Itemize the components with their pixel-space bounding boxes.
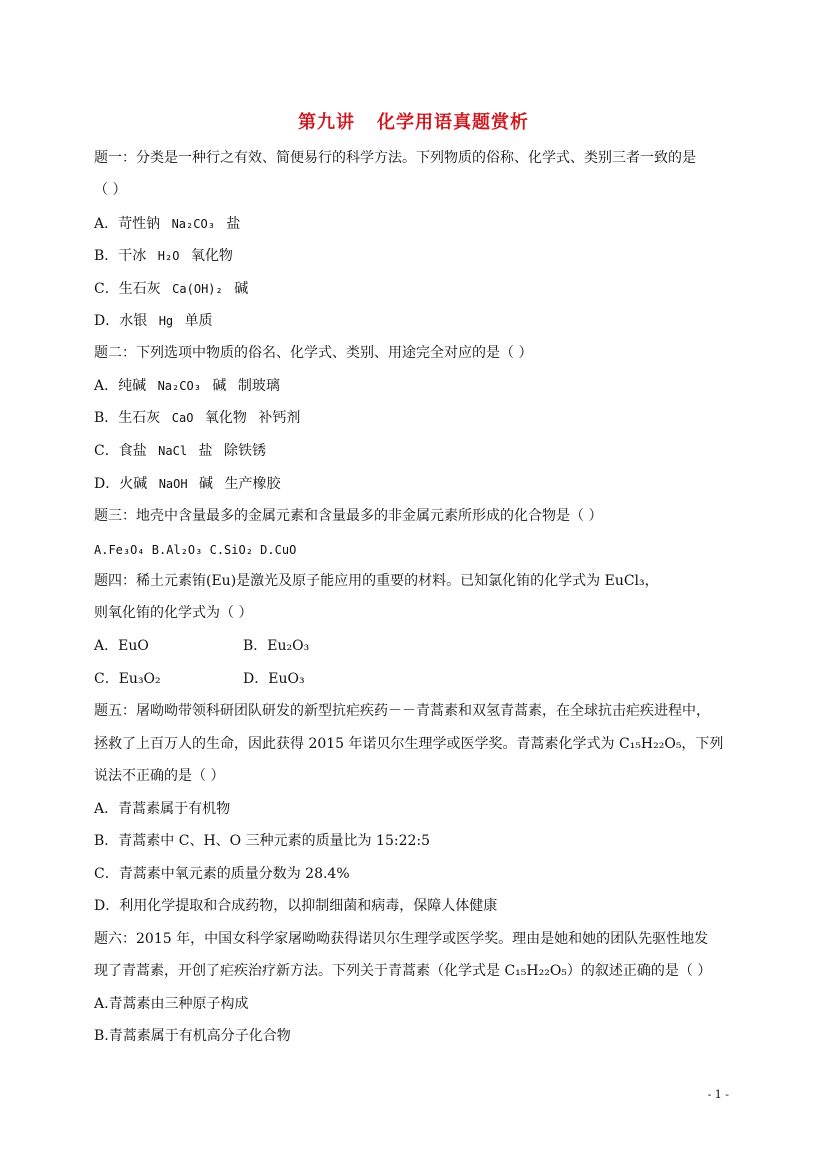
q2-stem: 题二：下列选项中物质的俗名、化学式、类别、用途完全对应的是（ ） [94, 345, 533, 361]
q6-stem-line2: 现了青蒿素，开创了疟疾治疗新方法。下列关于青蒿素（化学式是 C₁₅H₂₂O₅）的叙述正确的是（ ） [94, 963, 712, 979]
q5-stem-line3: 说法不正确的是（ ） [94, 768, 225, 784]
q1-option-d: D．水银 Hg 单质 [94, 313, 213, 329]
q5-option-b: B．青蒿素中 C、H、O 三种元素的质量比为 15:22:5 [94, 833, 431, 849]
q6-option-b: B.青蒿素属于有机高分子化合物 [94, 1028, 291, 1044]
q2-option-d: D．火碱 NaOH 碱 生产橡胶 [94, 476, 281, 492]
q4-option-b: B．Eu₂O₃ [243, 638, 310, 654]
q5-option-d: D．利用化学提取和合成药物，以抑制细菌和病毒，保障人体健康 [94, 898, 498, 914]
q4-stem-continued: 则氧化铕的化学式为（ ） [94, 605, 253, 621]
q6-option-a: A.青蒿素由三种原子构成 [94, 996, 249, 1012]
q4-stem: 题四：稀土元素铕(Eu)是激光及原子能应用的重要的材料。已知氯化铕的化学式为 EuCl₃， [94, 573, 659, 589]
q4-option-c: C．Eu₃O₂ [94, 671, 161, 687]
q5-stem-line1: 题五：屠呦呦带领科研团队研发的新型抗疟疾药－－青蒿素和双氢青蒿素，在全球抗击疟疾进程中， [94, 703, 710, 719]
q4-option-a: A．EuO [94, 638, 149, 654]
q1-option-c: C．生石灰 Ca(OH)₂ 碱 [94, 281, 249, 297]
q3-stem: 题三：地壳中含量最多的金属元素和含量最多的非金属元素所形成的化合物是（ ） [94, 508, 603, 524]
q2-option-a: A．纯碱 Na₂CO₃ 碱 制玻璃 [94, 378, 280, 394]
q1-option-a: A．苛性钠 Na₂CO₃ 盐 [94, 216, 241, 232]
q2-option-c: C．食盐 NaCl 盐 除铁锈 [94, 443, 266, 459]
q2-option-b: B．生石灰 CaO 氧化物 补钙剂 [94, 410, 301, 426]
q1-paren: （ ） [94, 182, 127, 198]
q4-option-d: D．EuO₃ [243, 671, 305, 687]
page-title: 第九讲 化学用语真题赏析 [298, 112, 529, 133]
q6-stem-line1: 题六：2015 年，中国女科学家屠呦呦获得诺贝尔生理学或医学奖。理由是她和她的团队先驱性地发 [94, 931, 709, 947]
q5-option-c: C．青蒿素中氧元素的质量分数为 28.4% [94, 866, 350, 882]
q3-options: A.Fe₃O₄ B.Al₂O₃ C.SiO₂ D.CuO [94, 543, 297, 557]
q5-option-a: A．青蒿素属于有机物 [94, 801, 231, 817]
q1-option-b: B．干冰 H₂O 氧化物 [94, 248, 233, 264]
page-number: - 1 - [707, 1088, 729, 1101]
q5-stem-line2: 拯救了上百万人的生命，因此获得 2015 年诺贝尔生理学或医学奖。青蒿素化学式为 C₁₅H₂₂O₅，下列 [94, 736, 724, 752]
q1-stem: 题一：分类是一种行之有效、简便易行的科学方法。下列物质的俗称、化学式、类别三者一致的是 [94, 150, 696, 166]
